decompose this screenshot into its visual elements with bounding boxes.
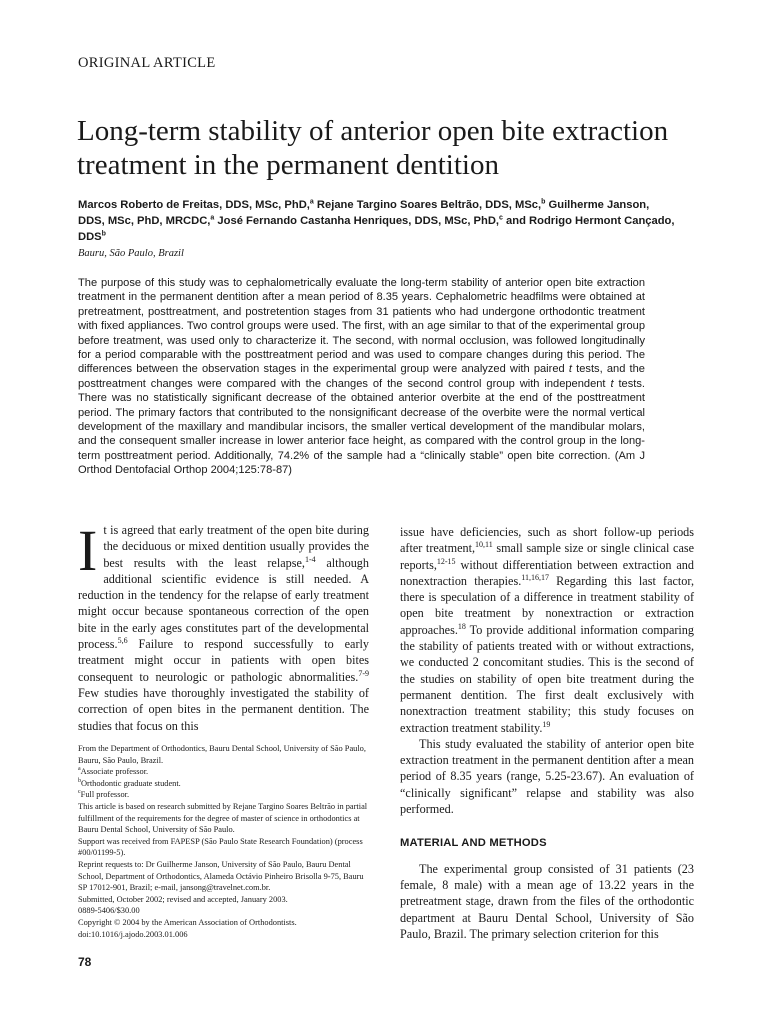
section-heading: MATERIAL AND METHODS (400, 837, 547, 850)
body-column-right (400, 524, 694, 942)
body-text: small sample size or single clinical case reports, (400, 541, 695, 572)
footnote-thesis: This article is based on research submitted by Rejane Targino Soares Beltrão in partial fulfillment of the requirements for the degree of master of science in orthodontics at Bauru Dental School, University of São Paulo. (78, 801, 368, 835)
body-text: Few studies have thoroughly investigated the stability of correction of open bites in the permanent dentition. The studies that focus on this (78, 685, 369, 733)
footnote-a (78, 766, 370, 778)
body-text: without differentiation between extraction and nonextraction therapies. (400, 557, 694, 588)
body-paragraph: This study evaluated the stability of anterior open bite extraction treatment in the permanent dentition after a mean period of 8.35 years (range, 5.25-23.67). An evaluation of “clinically significant” relapse and stability was also performed. (400, 736, 694, 817)
footnote-c (78, 789, 370, 801)
author-name: Guilherme Janson, DDS, MSc, PhD, MRCDC, (78, 199, 650, 227)
author-name: Rejane Targino Soares Beltrão, DDS, MSc, (313, 199, 542, 211)
page-number: 78 (78, 955, 92, 969)
body-text: Failure to respond successfully to early treatment might occur in patients with open bites consequent to neurologic or pathologic abnormalities. (78, 637, 369, 684)
citation: 18 (457, 621, 466, 631)
intro-paragraph (78, 518, 369, 734)
footnote-copyright: Copyright © 2004 by the American Association of Orthodontists. (78, 917, 297, 927)
author-name: Marcos Roberto de Freitas, DDS, MSc, PhD, (78, 199, 310, 211)
body-text: Regarding this last factor, there is speculation of a difference in treatment stability of open bite treatment by nonextraction or extraction approaches. (400, 573, 695, 637)
citation: 12-15 (436, 556, 456, 566)
footnotes (78, 743, 370, 940)
author-name: and Rodrigo Hermont Cançado, DDS (78, 215, 675, 243)
affiliation: Bauru, São Paulo, Brazil (78, 248, 184, 259)
body-text: t is agreed that early treatment of the open bite during the deciduous or mixed dentition usually provides the best results with the least relapse, (103, 523, 369, 570)
section-label: ORIGINAL ARTICLE (78, 55, 216, 71)
author-affil-mark: a (309, 198, 314, 206)
abstract-text: tests. There was no statistically significant decrease of the obtained anterior overbite at the end of the posttreatment period. The primary factors that contributed to the nonsignificant decrease of the overbite were the normal vertical development of the maxillary and mandibular incisors, the smaller vertical development of the mandibular molars, and the consequent smaller increase in lower anterior face height, as compared with the control group in the long-term posttreatment period. Additionally, 74.2% of the sample had a “clinically stable” open bite correction. (Am J Orthod Dentofacial Orthop 2004;125:78-87) (78, 377, 645, 477)
body-text: To provide additional information comparing the stability of patients treated with or without extractions, we conducted 2 concomitant studies. This is the second of the studies on stability of open bite treatment during the permanent dentition. The first dealt exclusively with nonextraction treatment stability; this study focuses on extraction treatment stability. (400, 622, 694, 735)
citation: 11,16,17 (521, 572, 549, 582)
article-title: Long-term stability of anterior open bite extraction treatment in the permanent dentition (77, 115, 669, 181)
citation: 19 (542, 719, 551, 729)
footnote-text: Orthodontic graduate student. (81, 778, 181, 788)
author-list (78, 197, 678, 245)
body-text: although additional scientific evidence is still needed. A reduction in the tendency for the relapse of early treatment might occur because spontaneous correction of the open bite in the early ages constitutes part of the developmental process. (78, 555, 369, 652)
footnote-support: Support was received from FAPESP (São Paulo State Research Foundation) (process #00/01199-5). (78, 836, 363, 858)
footnote-mark: b (78, 777, 81, 784)
body-paragraph: The experimental group consisted of 31 patients (23 female, 8 male) with a mean age of 13.22 years in the pretreatment stage, drawn from the files of the orthodontic department at Bauru Dental School, University of São Paulo, Brazil. The primary selection criterion for this (400, 861, 694, 941)
footnote-reprint: Reprint requests to: Dr Guilherme Janson, University of São Paulo, Bauru Dental School, Department of Orthodontics, Alameda Octávio Pinheiro Brisolla 9-75, Bauru SP 17012-901, Brazil; e-mail, jansong@travelnet.com.br. (78, 859, 364, 893)
body-paragraph (400, 524, 694, 736)
body-text: issue have deficiencies, such as short follow-up periods after treatment, (400, 525, 694, 556)
abstract-italic: t (610, 377, 614, 390)
body-column-left (78, 518, 369, 734)
footnote-text: Associate professor. (80, 767, 149, 777)
citation: 10,11 (475, 540, 493, 550)
footnote-department: From the Department of Orthodontics, Bauru Dental School, University of São Paulo, Bauru, São Paulo, Brazil. (78, 744, 366, 765)
citation: 7-9 (358, 668, 369, 678)
abstract-text: The purpose of this study was to cephalometrically evaluate the long-term stability of anterior open bite extraction treatment in the permanent dentition after a mean period of 8.35 years. Cephalometric headfilms were obtained at pretreatment, posttreatment, and postretention stages from 31 patients who had undergone orthodontic treatment with fixed appliances. Two control groups were used. The first, with an age similar to that of the experimental group before treatment, was used only to characterize it. The second, with normal occlusion, was followed longitudinally for a period comparable with the posttreatment period and was used to compare changes during this period. The differences between the observation stages in the experimental group were analyzed with paired (78, 277, 645, 376)
author-affil-mark: b (101, 230, 106, 238)
footnote-text: Full professor. (80, 790, 130, 800)
footnote-mark: a (78, 766, 81, 773)
citation: 5,6 (117, 636, 128, 646)
footnote-doi: doi:10.1016/j.ajodo.2003.01.006 (78, 929, 188, 939)
footnote-mark: c (78, 789, 81, 796)
abstract-italic: t (568, 363, 572, 376)
footnote-price: 0889-5406/$30.00 (78, 906, 140, 916)
author-affil-mark: b (541, 198, 546, 206)
footnote-b (78, 778, 370, 790)
citation: 1-4 (304, 554, 316, 564)
drop-cap: I (78, 518, 98, 583)
author-affil-mark: c (499, 214, 503, 222)
abstract (78, 276, 645, 478)
footnote-submitted: Submitted, October 2002; revised and accepted, January 2003. (78, 894, 288, 904)
abstract-text: tests, and the posttreatment changes were compared with the changes of the second control group with independent (78, 363, 645, 390)
author-affil-mark: a (210, 214, 215, 222)
author-name: José Fernando Castanha Henriques, DDS, MSc, PhD, (214, 215, 500, 227)
